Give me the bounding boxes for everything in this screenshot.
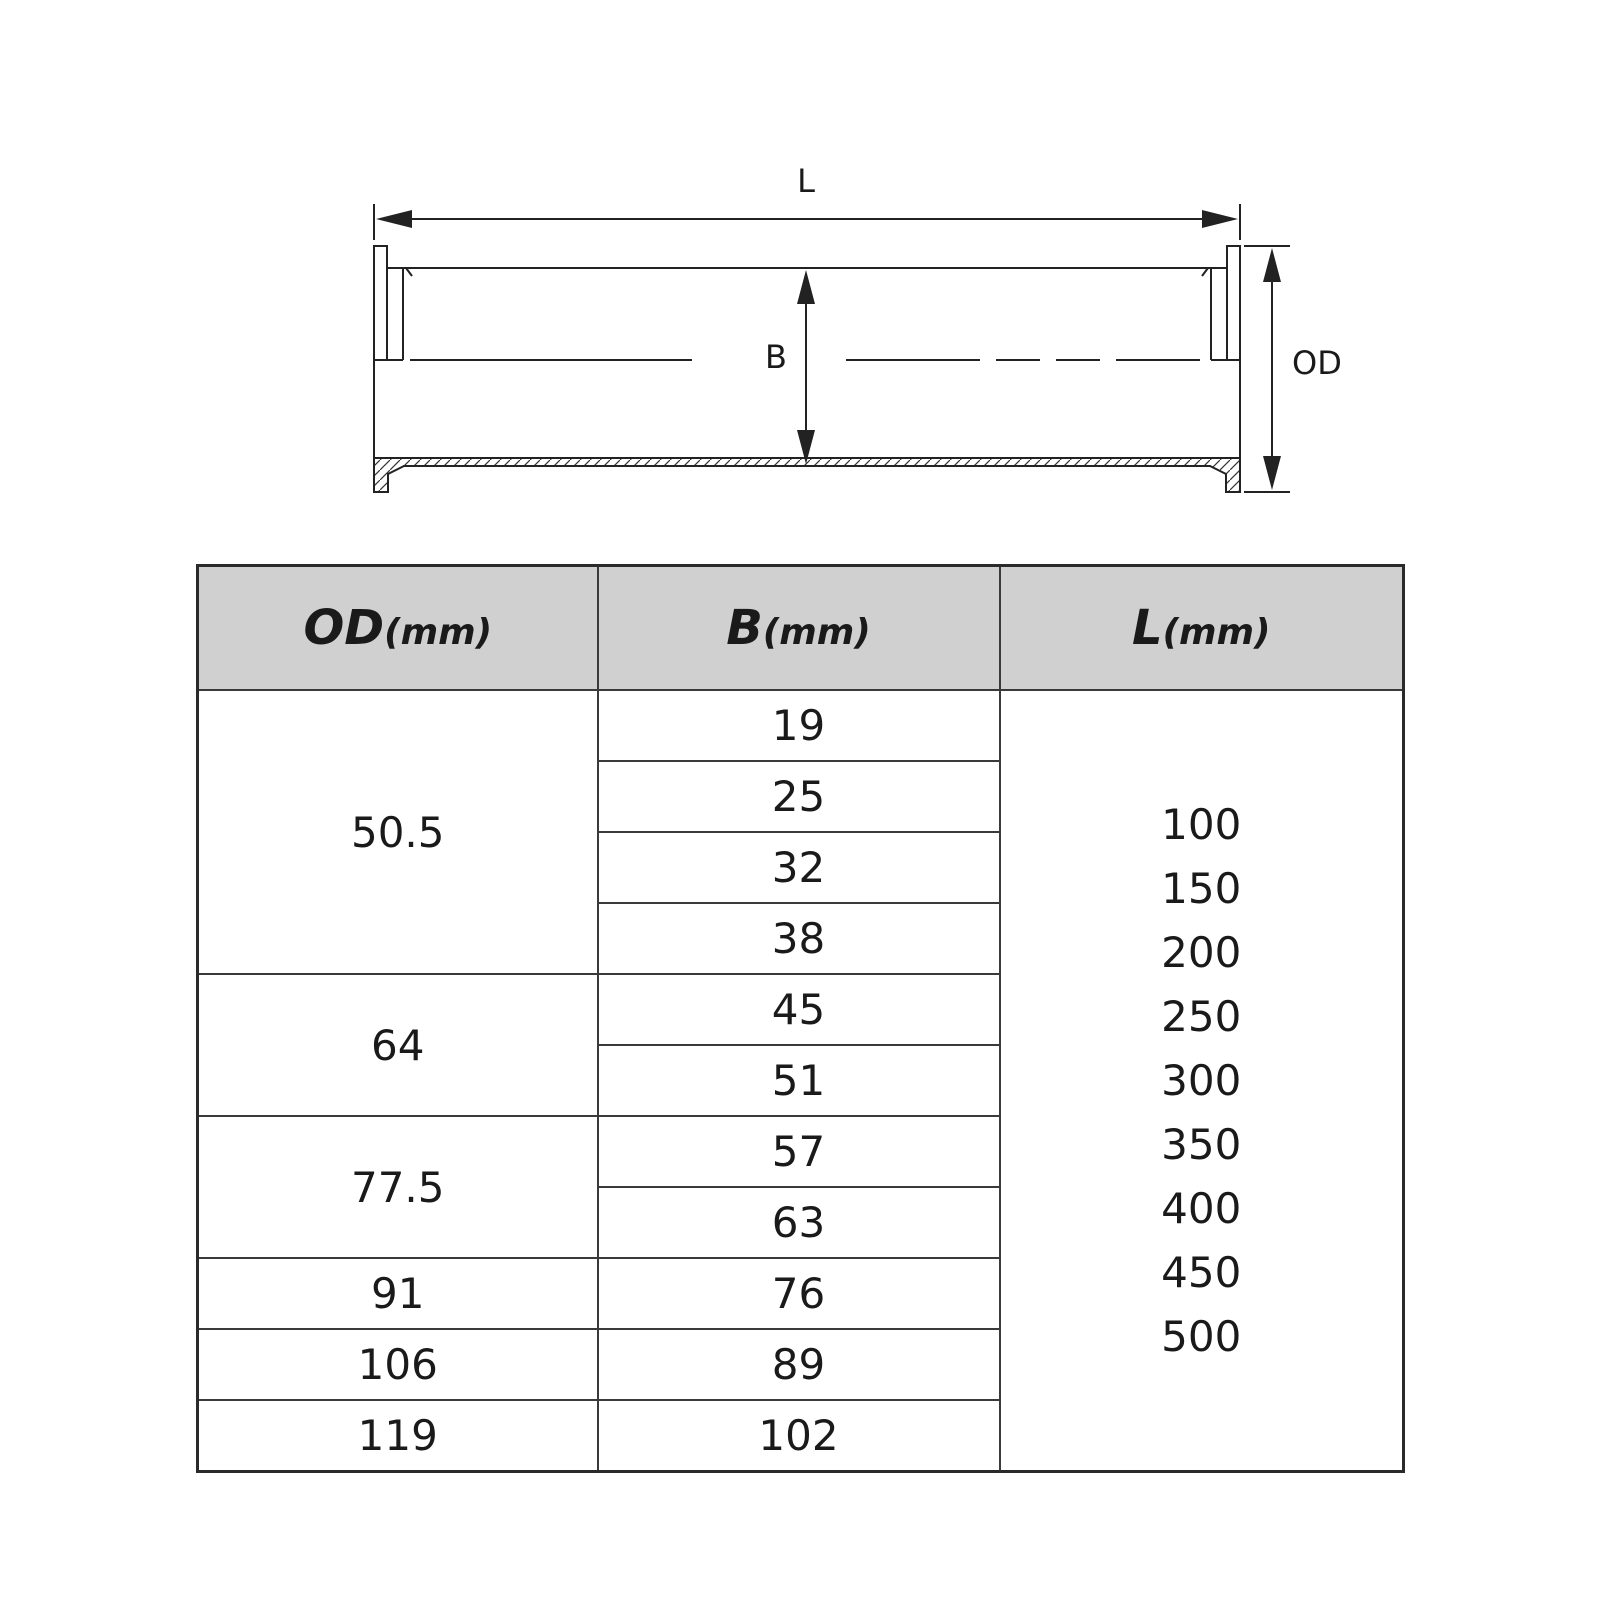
header-b (598, 566, 1000, 691)
header-l (1000, 566, 1404, 691)
length-value: 100 (1161, 799, 1242, 849)
bore-cell: 25 (598, 761, 1000, 832)
outer-diameter-label: OD (1292, 344, 1342, 382)
outer-diameter-dimension (1244, 246, 1290, 492)
header-od (198, 566, 598, 691)
length-list (1001, 799, 1403, 1361)
length-cell (1000, 690, 1404, 1472)
bore-dimension (790, 268, 822, 466)
bore-cell: 32 (598, 832, 1000, 903)
bore-cell: 38 (598, 903, 1000, 974)
length-value: 350 (1161, 1119, 1242, 1169)
od-cell: 64 (198, 974, 598, 1116)
length-value: 200 (1161, 927, 1242, 977)
header-l-name: L (1131, 600, 1163, 656)
bore-cell: 45 (598, 974, 1000, 1045)
length-value: 450 (1161, 1247, 1242, 1297)
header-od-name: OD (303, 600, 385, 656)
length-dimension (374, 204, 1240, 240)
bore-label: B (765, 338, 787, 376)
length-value: 400 (1161, 1183, 1242, 1233)
length-value: 150 (1161, 863, 1242, 913)
bore-cell: 89 (598, 1329, 1000, 1400)
length-label: L (797, 162, 815, 200)
od-cell: 91 (198, 1258, 598, 1329)
header-row (198, 566, 1404, 691)
bore-cell: 51 (598, 1045, 1000, 1116)
right-flange (1202, 246, 1240, 360)
length-value: 300 (1161, 1055, 1242, 1105)
spec-table (196, 564, 1405, 1473)
ferrule-spool-drawing (0, 0, 1600, 520)
length-value: 250 (1161, 991, 1242, 1041)
table-row (198, 690, 1404, 761)
bore-cell: 19 (598, 690, 1000, 761)
bore-cell: 57 (598, 1116, 1000, 1187)
header-b-unit: (mm) (762, 612, 871, 653)
od-cell: 50.5 (198, 690, 598, 974)
bore-cell: 76 (598, 1258, 1000, 1329)
od-cell: 119 (198, 1400, 598, 1472)
bore-cell: 102 (598, 1400, 1000, 1472)
length-value: 500 (1161, 1311, 1242, 1361)
od-cell: 106 (198, 1329, 598, 1400)
bore-cell: 63 (598, 1187, 1000, 1258)
wall-section (374, 458, 1240, 492)
left-flange (374, 246, 412, 360)
header-b-name: B (726, 600, 763, 656)
od-cell: 77.5 (198, 1116, 598, 1258)
header-l-unit: (mm) (1162, 612, 1271, 653)
header-od-unit: (mm) (384, 612, 493, 653)
